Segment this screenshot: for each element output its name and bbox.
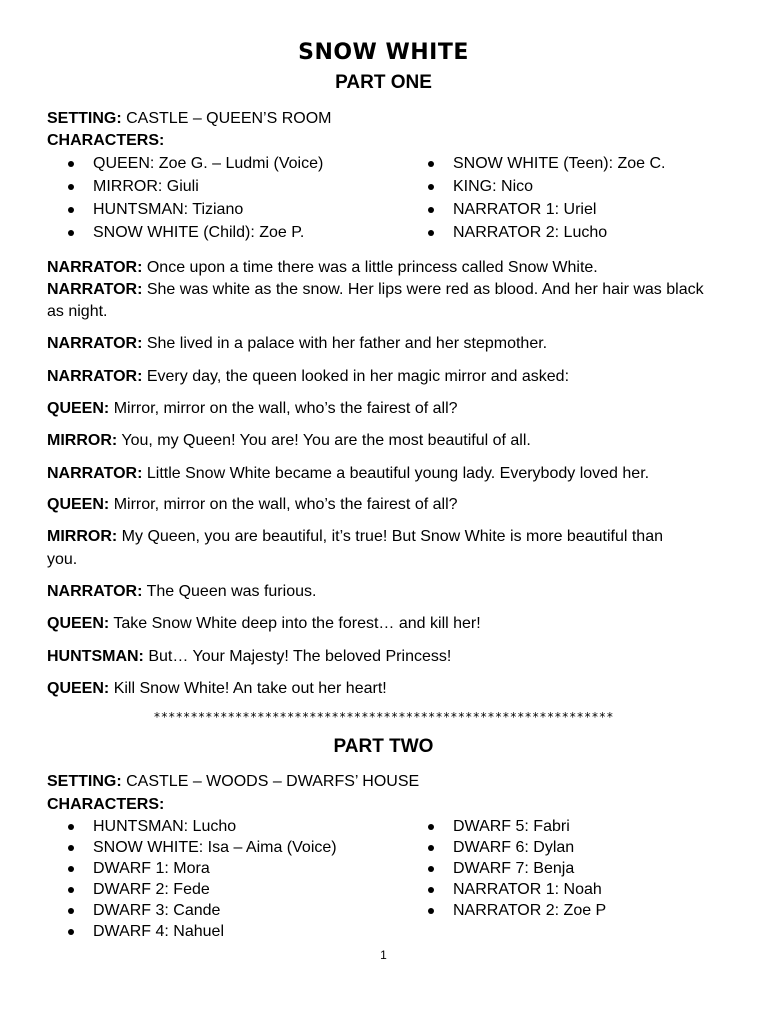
script-line-continuation: as night.: [47, 303, 108, 320]
list-item: DWARF 1: Mora: [47, 858, 337, 879]
list-item: NARRATOR 1: Noah: [407, 879, 606, 900]
list-item: DWARF 5: Fabri: [407, 816, 606, 837]
setting-label: SETTING:: [47, 773, 122, 790]
character-column-right: [407, 152, 665, 244]
list-item: DWARF 4: Nahuel: [47, 921, 337, 942]
list-item: DWARF 2: Fede: [47, 879, 337, 900]
script-line: NARRATOR: Once upon a time there was a little princess called Snow White.: [47, 259, 598, 276]
script-line: NARRATOR: She lived in a palace with her father and her stepmother.: [47, 335, 548, 352]
script-line: NARRATOR: Every day, the queen looked in her magic mirror and asked:: [47, 368, 570, 385]
script-line: HUNTSMAN: But… Your Majesty! The beloved Princess!: [47, 648, 452, 665]
document-title: SNOW WHITE: [298, 40, 469, 65]
character-column-left: [47, 816, 337, 942]
part-one-setting: [47, 108, 720, 130]
script-line: QUEEN: Mirror, mirror on the wall, who’s the fairest of all?: [47, 496, 458, 513]
part-two-characters-label: CHARACTERS:: [47, 796, 165, 813]
script-line: MIRROR: My Queen, you are beautiful, it’s true! But Snow White is more beautiful than: [47, 528, 663, 545]
list-item: DWARF 7: Benja: [407, 858, 606, 879]
list-item: SNOW WHITE (Child): Zoe P.: [47, 221, 323, 244]
list-item: SNOW WHITE: Isa – Aima (Voice): [47, 837, 337, 858]
script-line: NARRATOR: Little Snow White became a beautiful young lady. Everybody loved her.: [47, 465, 650, 482]
list-item: MIRROR: Giuli: [47, 175, 323, 198]
script-line: QUEEN: Kill Snow White! An take out her heart!: [47, 680, 387, 697]
part-one-heading: PART ONE: [335, 72, 432, 93]
script-line: NARRATOR: The Queen was furious.: [47, 583, 317, 600]
list-item: NARRATOR 2: Zoe P: [407, 900, 606, 921]
setting-label: SETTING:: [47, 110, 122, 127]
list-item: HUNTSMAN: Lucho: [47, 816, 337, 837]
character-column-left: [47, 152, 323, 244]
list-item: DWARF 3: Cande: [47, 900, 337, 921]
page-number: 1: [380, 948, 387, 962]
script-line-continuation: you.: [47, 551, 78, 568]
script-line: QUEEN: Take Snow White deep into the forest… and kill her!: [47, 615, 481, 632]
character-column-right: [407, 816, 606, 921]
list-item: NARRATOR 2: Lucho: [407, 221, 665, 244]
part-one-characters-label: CHARACTERS:: [47, 132, 165, 149]
setting-value: CASTLE – QUEEN’S ROOM: [126, 110, 332, 127]
list-item: SNOW WHITE (Teen): Zoe C.: [407, 152, 665, 175]
setting-value: CASTLE – WOODS – DWARFS’ HOUSE: [126, 773, 420, 790]
part-two-setting: [47, 771, 720, 793]
list-item: HUNTSMAN: Tiziano: [47, 198, 323, 221]
list-item: DWARF 6: Dylan: [407, 837, 606, 858]
list-item: NARRATOR 1: Uriel: [407, 198, 665, 221]
list-item: QUEEN: Zoe G. – Ludmi (Voice): [47, 152, 323, 175]
list-item: KING: Nico: [407, 175, 665, 198]
section-separator: **************************************************************: [153, 710, 614, 724]
script-line: MIRROR: You, my Queen! You are! You are the most beautiful of all.: [47, 432, 531, 449]
script-line: NARRATOR: She was white as the snow. Her lips were red as blood. And her hair was black: [47, 281, 704, 298]
script-line: QUEEN: Mirror, mirror on the wall, who’s the fairest of all?: [47, 400, 458, 417]
part-two-heading: PART TWO: [333, 736, 434, 757]
